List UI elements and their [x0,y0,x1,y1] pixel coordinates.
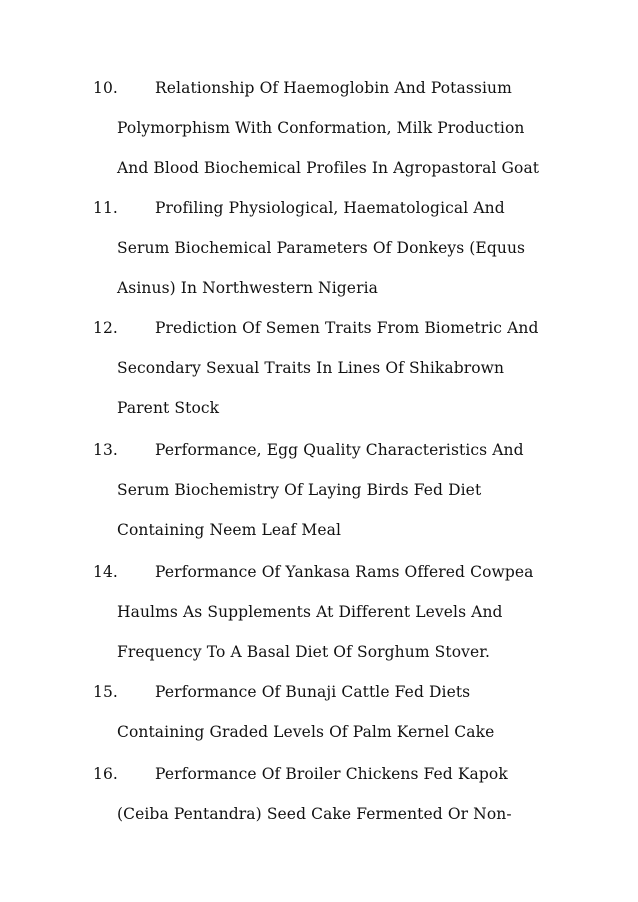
list-item-number: 12. [93,319,118,337]
list-item-number: 11. [93,199,118,217]
list-item-title: Performance Of Yankasa Rams Offered Cowpea [155,563,534,581]
list-item-11-line-2: Serum Biochemical Parameters Of Donkeys (Equus [117,239,526,257]
list-item-title: Performance Of Bunaji Cattle Fed Diets [155,683,471,701]
list-item-number: 10. [93,79,118,97]
list-item-13-line-1 [93,440,524,460]
list-item-title: Performance Of Broiler Chickens Fed Kapok [155,765,508,783]
list-item-13-line-3: Containing Neem Leaf Meal [117,521,342,539]
list-item-14-line-2: Haulms As Supplements At Different Levels And [117,603,503,621]
list-item-12-line-3: Parent Stock [117,399,220,417]
list-item-10-line-1 [93,78,512,98]
list-item-13-line-2: Serum Biochemistry Of Laying Birds Fed Diet [117,481,482,499]
list-item-title: Relationship Of Haemoglobin And Potassium [155,79,512,97]
list-item-14-line-1 [93,562,534,582]
list-item-title: Profiling Physiological, Haematological And [155,199,505,217]
list-item-number: 15. [93,683,118,701]
list-item-number: 13. [93,441,118,459]
list-item-16-line-1 [93,764,508,784]
list-item-number: 14. [93,563,118,581]
list-item-title: Prediction Of Semen Traits From Biometric And [155,319,539,337]
list-item-15-line-1 [93,682,470,702]
list-item-12-line-1 [93,318,538,338]
list-item-15-line-2: Containing Graded Levels Of Palm Kernel Cake [117,723,495,741]
list-item-10-line-2: Polymorphism With Conformation, Milk Production [117,119,525,137]
list-item-12-line-2: Secondary Sexual Traits In Lines Of Shikabrown [117,359,505,377]
list-item-11-line-3: Asinus) In Northwestern Nigeria [117,279,378,297]
list-item-number: 16. [93,765,118,783]
list-item-14-line-3: Frequency To A Basal Diet Of Sorghum Stover. [117,643,491,661]
list-item-16-line-2: (Ceiba Pentandra) Seed Cake Fermented Or Non- [117,805,512,823]
list-item-11-line-1 [93,198,505,218]
list-item-10-line-3: And Blood Biochemical Profiles In Agropastoral Goat [117,159,540,177]
list-item-title: Performance, Egg Quality Characteristics And [155,441,524,459]
